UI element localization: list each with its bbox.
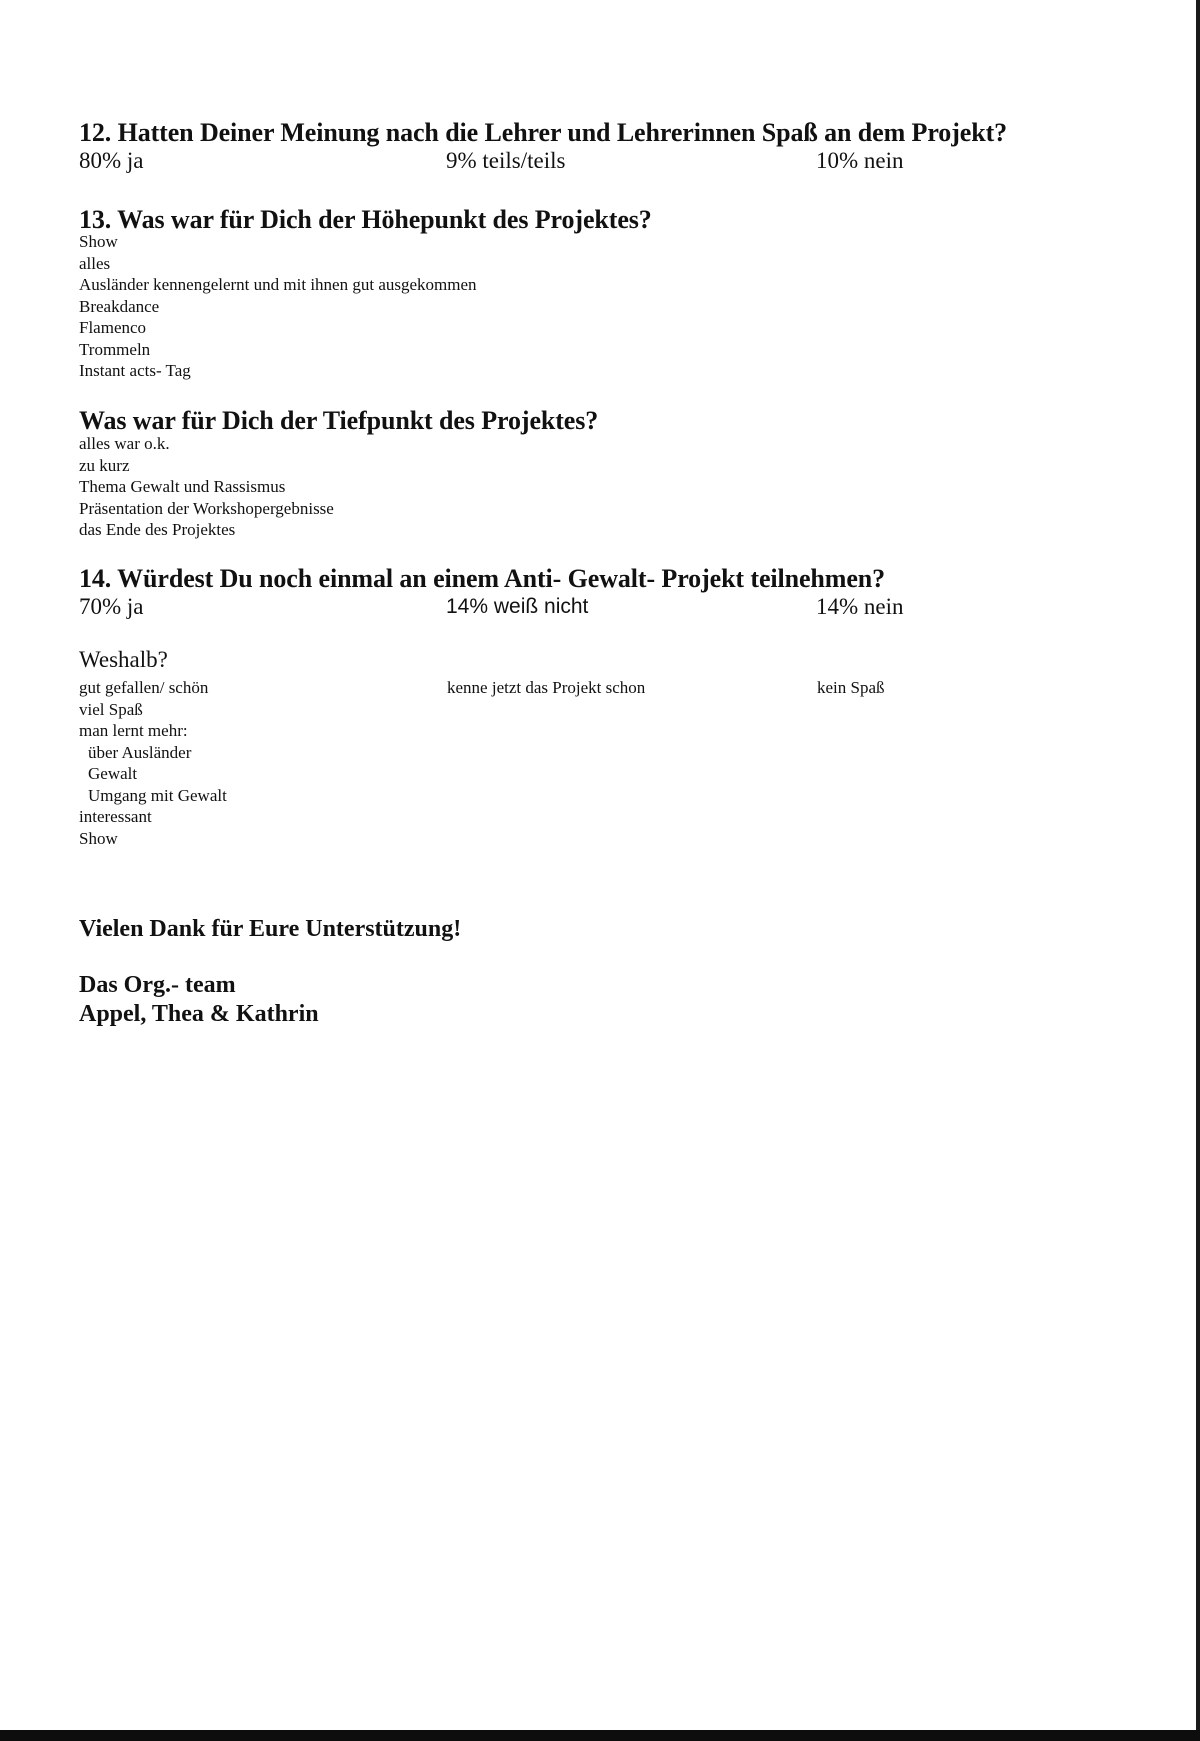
scan-right-edge [1196, 0, 1200, 1741]
list-item: über Ausländer [88, 742, 192, 762]
q12-answer-teils: 9% teils/teils [446, 148, 566, 173]
team-names: Appel, Thea & Kathrin [79, 1001, 319, 1027]
list-item: Gewalt [88, 764, 138, 783]
list-item: viel Spaß [79, 699, 143, 719]
list-item: Show [79, 828, 118, 848]
list-item: zu kurz [79, 455, 130, 475]
weshalb-col2: kenne jetzt das Projekt schon [447, 678, 646, 697]
list-item: interessant [79, 807, 152, 826]
q13-list [79, 231, 477, 382]
list-item: alles [79, 253, 111, 273]
q12-answer-nein: 10% nein [816, 148, 904, 173]
weshalb-col1 [79, 677, 227, 849]
q14-title: 14. Würdest Du noch einmal an einem Anti- Gewalt- Projekt teilnehmen? [79, 564, 886, 593]
list-item: alles war o.k. [79, 434, 170, 453]
list-item: Show [79, 232, 118, 251]
list-item: gut gefallen/ schön [79, 678, 209, 697]
weshalb-title: Weshalb? [79, 647, 168, 672]
q13b-title: Was war für Dich der Tiefpunkt des Projektes? [79, 406, 599, 435]
q12-answers [79, 148, 1079, 178]
list-item: Thema Gewalt und Rassismus [79, 477, 286, 496]
list-item: Trommeln [79, 339, 151, 359]
scan-bottom-edge [0, 1730, 1200, 1741]
list-item: Umgang mit Gewalt [88, 785, 227, 805]
q14-answer-weiss-nicht: 14% weiß nicht [446, 595, 589, 618]
q12-answer-ja: 80% ja [79, 148, 144, 173]
q14-answers [79, 594, 1079, 624]
list-item: Breakdance [79, 296, 160, 316]
list-item: Ausländer kennengelernt und mit ihnen gut ausgekommen [79, 275, 477, 294]
weshalb-col3: kein Spaß [817, 678, 885, 697]
list-item: man lernt mehr: [79, 721, 188, 740]
q12-title: 12. Hatten Deiner Meinung nach die Lehrer und Lehrerinnen Spaß an dem Projekt? [79, 118, 1008, 147]
q13-title: 13. Was war für Dich der Höhepunkt des Projektes? [79, 205, 652, 234]
thanks-line: Vielen Dank für Eure Unterstützung! [79, 916, 462, 942]
team-line: Das Org.- team [79, 972, 236, 998]
list-item: das Ende des Projektes [79, 520, 236, 539]
q13b-list [79, 433, 334, 541]
q14-answer-ja: 70% ja [79, 594, 144, 619]
q14-answer-nein: 14% nein [816, 594, 904, 619]
list-item: Instant acts- Tag [79, 361, 191, 380]
list-item: Präsentation der Workshopergebnisse [79, 498, 334, 518]
list-item: Flamenco [79, 318, 147, 337]
